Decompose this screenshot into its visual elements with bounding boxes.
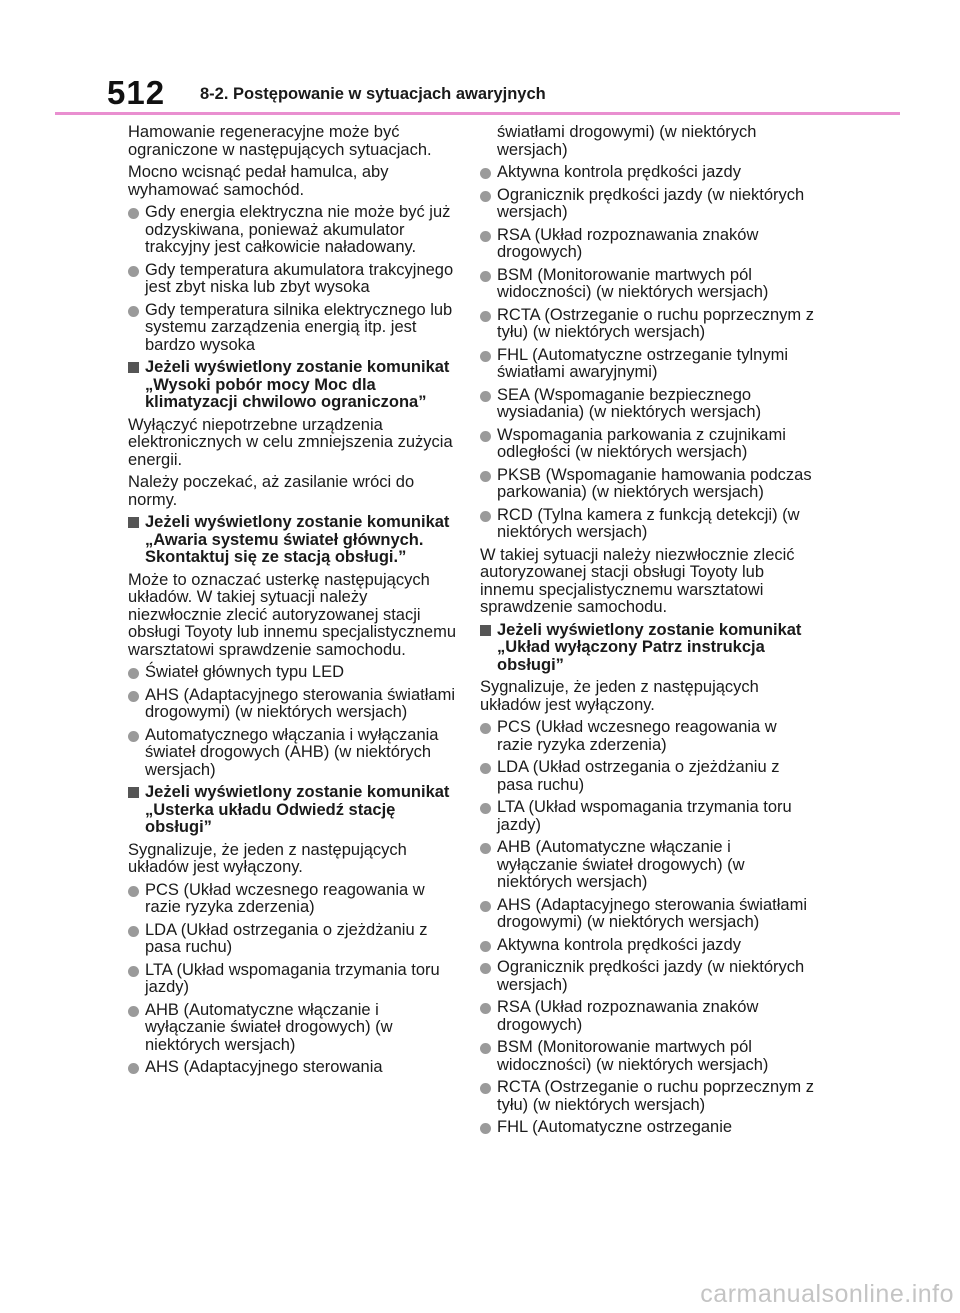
bullet-item: AHB (Automatyczne włączanie i wyłączanie świateł drogowych) (w niektórych wersjach) [128,1002,462,1055]
bullet-item: PCS (Układ wczesnego reagowania w razie ryzyka zderzenia) [128,882,462,917]
bullet-item: Wspomagania parkowania z czujnikami odległości (w niektórych wersjach) [480,427,814,462]
bullet-item: BSM (Monitorowanie martwych pól widoczności) (w niektórych wersjach) [480,1039,814,1074]
bullet-item: RSA (Układ rozpoznawania znaków drogowych) [480,227,814,262]
bullet-item: LTA (Układ wspomagania trzymania toru jazdy) [480,799,814,834]
bullet-item: SEA (Wspomaganie bezpiecznego wysiadania) (w niektórych wersjach) [480,387,814,422]
bullet-item: BSM (Monitorowanie martwych pól widoczności) (w niektórych wersjach) [480,267,814,302]
bullet-item: PKSB (Wspomaganie hamowania podczas parkowania) (w niektórych wersjach) [480,467,814,502]
bullet-item: Aktywna kontrola prędkości jazdy [480,937,814,955]
watermark: carmanualsonline.info [700,1280,954,1308]
bullet-item: AHS (Adaptacyjnego sterowania światłami drogowymi) (w niektórych wersjach) [480,897,814,932]
paragraph: Może to oznaczać usterkę następujących układów. W takiej sytuacji należy niezwłocznie zlecić autoryzowanej stacji obsługi Toyoty lub innemu specjalistycznemu warsztatowi sprawdzenie samochodu. [128,570,457,659]
bullet-item: Gdy temperatura silnika elektrycznego lub systemu zarządzenia energią itp. jest bardzo wysoka [128,302,462,355]
bullet-item: Ogranicznik prędkości jazdy (w niektórych wersjach) [480,187,814,222]
paragraph: Hamowanie regeneracyjne może być ograniczone w następujących sytuacjach. [128,123,432,159]
bullet-item: RCD (Tylna kamera z funkcją detekcji) (w niektórych wersjach) [480,507,814,542]
paragraph: W takiej sytuacji należy niezwłocznie zlecić autoryzowanej stacji obsługi Toyoty lub innemu specjalistycznemu warsztatowi sprawdzenie samochodu. [480,545,795,616]
bullet-item: PCS (Układ wczesnego reagowania w razie ryzyka zderzenia) [480,719,814,754]
section-heading: Jeżeli wyświetlony zostanie komunikat „Wysoki pobór mocy Moc dla klimatyzacji chwilowo ograniczona” [128,359,462,412]
bullet-item: LDA (Układ ostrzegania o zjeżdżaniu z pasa ruchu) [128,922,462,957]
section-heading: Jeżeli wyświetlony zostanie komunikat „Awaria systemu świateł głównych. Skontaktuj się ze stacją obsługi.” [128,514,462,567]
right-column [480,124,814,1142]
paragraph: Wyłączyć niepotrzebne urządzenia elektronicznych w celu zmniejszenia zużycia energii. [128,415,453,469]
paragraph: Sygnalizuje, że jeden z następujących układów jest wyłączony. [128,840,407,876]
bullet-item: FHL (Automatyczne ostrzeganie [480,1119,814,1137]
bullet-item: Automatycznego włączania i wyłączania świateł drogowych (AHB) (w niektórych wersjach) [128,727,462,780]
bullet-item: AHS (Adaptacyjnego sterowania światłami drogowymi) (w niektórych wersjach) [128,687,462,722]
bullet-item: Gdy energia elektryczna nie może być już odzyskiwana, ponieważ akumulator trakcyjny jest całkowicie naładowany. [128,204,462,257]
bullet-item: Aktywna kontrola prędkości jazdy [480,164,814,182]
bullet-item: Gdy temperatura akumulatora trakcyjnego jest zbyt niska lub zbyt wysoka [128,262,462,297]
paragraph: Należy poczekać, aż zasilanie wróci do normy. [128,473,415,509]
bullet-item: FHL (Automatyczne ostrzeganie tylnymi światłami awaryjnymi) [480,347,814,382]
bullet-item: Świateł głównych typu LED [128,664,462,682]
page-header [0,0,960,120]
paragraph: Sygnalizuje, że jeden z następujących układów jest wyłączony. [480,678,759,714]
section-heading: Jeżeli wyświetlony zostanie komunikat „Usterka układu Odwiedź stację obsługi” [128,784,462,837]
bullet-item: AHB (Automatyczne włączanie i wyłączanie świateł drogowych) (w niektórych wersjach) [480,839,814,892]
section-title: 8-2. Postępowanie w sytuacjach awaryjnych [200,85,546,103]
bullet-item: Ogranicznik prędkości jazdy (w niektórych wersjach) [480,959,814,994]
bullet-item: LDA (Układ ostrzegania o zjeżdżaniu z pasa ruchu) [480,759,814,794]
bullet-item: RSA (Układ rozpoznawania znaków drogowych) [480,999,814,1034]
paragraph: Mocno wcisnąć pedał hamulca, aby wyhamować samochód. [128,163,389,199]
bullet-item: LTA (Układ wspomagania trzymania toru jazdy) [128,962,462,997]
header-divider [55,112,900,115]
bullet-continuation: światłami drogowymi) (w niektórych wersjach) [497,123,757,159]
bullet-item: RCTA (Ostrzeganie o ruchu poprzecznym z tyłu) (w niektórych wersjach) [480,307,814,342]
section-heading: Jeżeli wyświetlony zostanie komunikat „Układ wyłączony Patrz instrukcja obsługi” [480,622,814,675]
page-number: 512 [107,74,166,111]
left-column [128,124,462,1082]
bullet-item: AHS (Adaptacyjnego sterowania [128,1059,462,1077]
bullet-item: RCTA (Ostrzeganie o ruchu poprzecznym z tyłu) (w niektórych wersjach) [480,1079,814,1114]
